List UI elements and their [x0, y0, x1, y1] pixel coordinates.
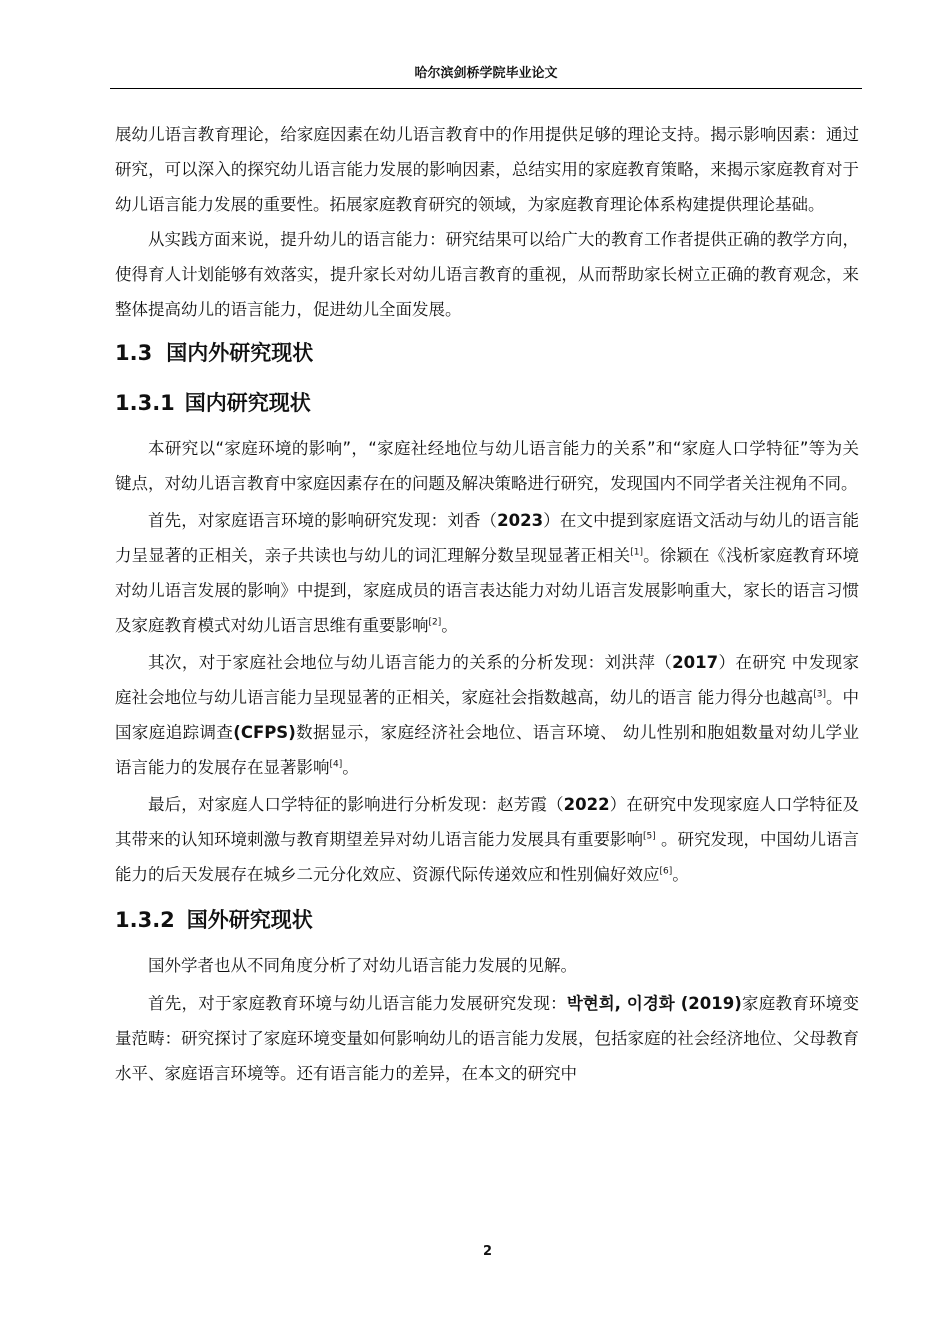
- document-body: [115, 117, 859, 1091]
- text-run: 。: [342, 758, 359, 777]
- year-text: 2022: [563, 795, 610, 814]
- text-run: 。徐颖在《浅析家庭教育环境对幼儿语言发展的影响》中提到，家庭成员的语言表达能力对幼儿语言发展影响重大，家长的语言习惯及家庭教育模式对幼儿语言思维有重要影响: [115, 546, 860, 635]
- text-run: ）在研究中发现家庭人口学特征及其带来的认知环境刺激与教育期望差异对幼儿语言能力发展具有重要影响: [115, 795, 860, 849]
- citation-ref-3[interactable]: [3]: [813, 689, 826, 700]
- section-title: 国外研究现状: [186, 908, 313, 932]
- section-title: 国内研究现状: [184, 391, 311, 415]
- paragraph-foreign-intro: 国外学者也从不同角度分析了对幼儿语言能力发展的见解。: [148, 956, 577, 975]
- text-run: 家庭教育环境变量范畴：研究探讨了家庭环境变量如何影响幼儿的语言能力发展，包括家庭的社会经济地位、父母教育水平、家庭语言环境等。还有语言能力的差异，在本文的研究中: [115, 994, 860, 1083]
- text-run: 。: [441, 616, 458, 635]
- section-heading-1-3-2: [115, 896, 859, 944]
- section-heading-1-3: [115, 331, 859, 375]
- citation-ref-2[interactable]: [2]: [428, 617, 442, 628]
- text-run: 最后，对家庭人口学特征的影响进行分析发现：赵芳霞（: [148, 795, 564, 814]
- cfps-text: (CFPS): [233, 723, 296, 742]
- text-run: 数据显示，家庭经济社会地位、语言环境、 幼儿性别和胞姐数量对幼儿学业语言能力的发展存在显著影响: [115, 723, 860, 777]
- paragraph-social-status: [115, 645, 859, 785]
- text-run: 。中国家庭追踪调查: [115, 688, 859, 742]
- paragraph-theory-significance: 展幼儿语言教育理论，给家庭因素在幼儿语言教育中的作用提供足够的理论支持。揭示影响因素：通过研究，可以深入的探究幼儿语言能力发展的影响因素，总结实用的家庭教育策略，来揭示家庭教育对于幼儿语言能力发展的重要性。拓展家庭教育研究的领域，为家庭教育理论体系构建提供理论基础。: [115, 125, 859, 214]
- page-header: 哈尔滨剑桥学院毕业论文: [414, 66, 558, 81]
- paragraph-domestic-intro: 本研究以“家庭环境的影响”，“家庭社经地位与幼儿语言能力的关系”和“家庭人口学特征”等为关键点，对幼儿语言教育中家庭因素存在的问题及解决策略进行研究，发现国内不同学者关注视角不同。: [115, 439, 859, 493]
- citation-ref-1[interactable]: [1]: [630, 547, 643, 558]
- citation-ref-4[interactable]: [4]: [329, 759, 343, 770]
- text-run: ）在研究 中发现家庭社会地位与幼儿语言能力呈现显著的正相关，家庭社会指数越高，幼儿的语言 能力得分也越高: [115, 653, 860, 707]
- citation-ref-6[interactable]: [6]: [659, 866, 673, 877]
- text-run: 。研究发现，中国幼儿语言能力的后天发展存在城乡二元分化效应、资源代际传递效应和性别偏好效应: [115, 830, 859, 884]
- year-text: 2017: [672, 653, 719, 672]
- year-text: 2023: [497, 511, 544, 530]
- text-run: 首先，对于家庭教育环境与幼儿语言能力发展研究发现：: [148, 994, 567, 1013]
- paragraph-language-environment: [115, 503, 859, 643]
- page-number: 2: [482, 1244, 493, 1259]
- header-divider: [110, 88, 862, 89]
- paragraph-demographics: [115, 787, 859, 892]
- text-run: ）在文中提到家庭语文活动与幼儿的语言能力呈显著的正相关，亲子共读也与幼儿的词汇理解分数呈现显著正相关: [115, 511, 860, 565]
- section-heading-1-3-1: [115, 379, 859, 427]
- author-citation: 박현희, 이경화 (2019): [566, 994, 742, 1013]
- paragraph-practical-significance: 从实践方面来说，提升幼儿的语言能力：研究结果可以给广大的教育工作者提供正确的教学方向，使得育人计划能够有效落实，提升家长对幼儿语言教育的重视，从而帮助家长树立正确的教育观念，来整体提高幼儿的语言能力，促进幼儿全面发展。: [115, 230, 859, 319]
- citation-ref-5[interactable]: [5]: [643, 831, 656, 842]
- section-number: 1.3.2: [115, 908, 175, 932]
- text-run: 首先，对家庭语言环境的影响研究发现：刘香（: [148, 511, 498, 530]
- paragraph-foreign-environment: [115, 986, 859, 1091]
- text-run: 。: [672, 865, 689, 884]
- text-run: 其次，对于家庭社会地位与幼儿语言能力的关系的分析发现：刘洪萍（: [148, 653, 673, 672]
- section-title: 国内外研究现状: [166, 341, 314, 365]
- section-number: 1.3: [115, 341, 153, 365]
- section-number: 1.3.1: [115, 391, 175, 415]
